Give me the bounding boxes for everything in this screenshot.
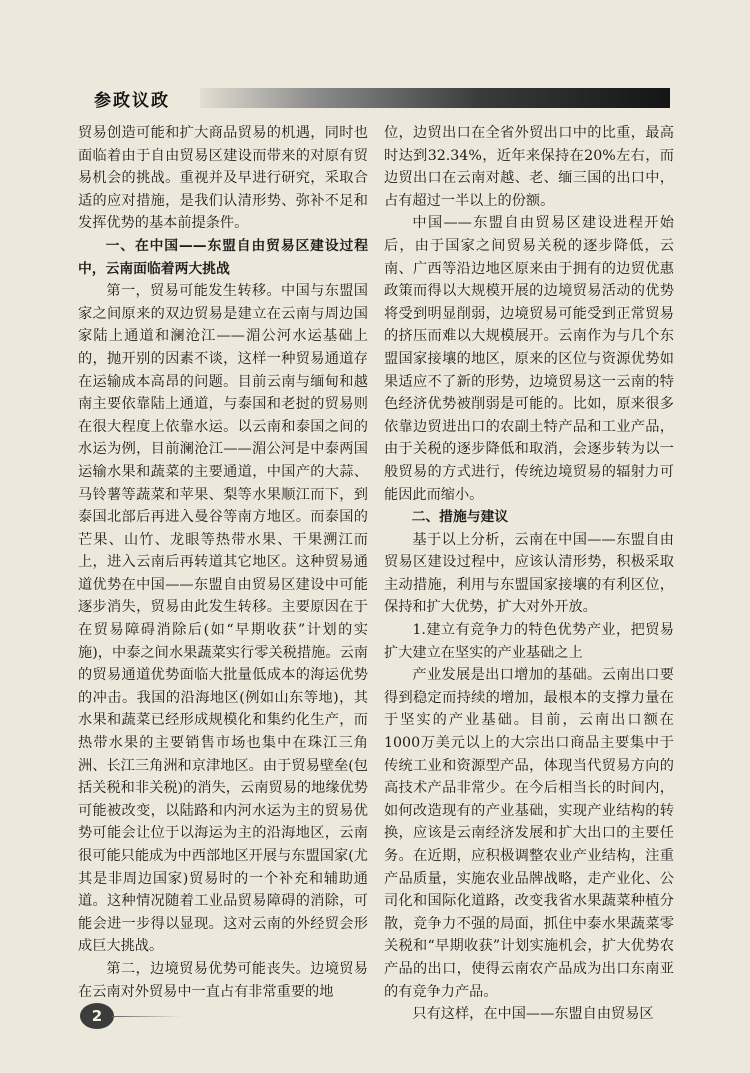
section-header-title: 参政议政 [94,91,170,111]
paragraph: 基于以上分析，云南在中国——东盟自由贸易区建设过程中，应该认清形势，积极采取主动措施，利用与东盟国家接壤的有利区位，保持和扩大优势，扩大对外开放。 [384,531,674,616]
right-column [384,122,674,1026]
paragraph: 中国——东盟自由贸易区建设进程开始后，由于国家之间贸易关税的逐步降低，云南、广西等沿边地区原来由于拥有的边贸优惠政策而得以大规模开展的边境贸易活动的优势将受到明显削弱，边境贸易可能受到正常贸易的挤压而难以大规模展开。云南作为与几个东盟国家接壤的地区，原来的区位与资源优势如果适应不了新的形势，边境贸易这一云南的特色经济优势被削弱是可能的。比如，原来很多依靠边贸进出口的农副土特产品和工业产品，由于关税的逐步降低和取消，会逐步转为以一般贸易的方式进行，传统边境贸易的辐射力可能因此而缩小。 [384,215,674,503]
header-gradient-bar [200,88,670,108]
page-number-rule [112,1016,182,1017]
section-heading: 一、在中国——东盟自由贸易区建设过程中，云南面临着两大挑战 [78,237,368,277]
paragraph: 贸易创造可能和扩大商品贸易的机遇，同时也面临着由于自由贸易区建设而带来的对原有贸易机会的挑战。重视并及早进行研究，采取合适的应对措施，是我们认清形势、弥补不足和发挥优势的基本前提条件。 [78,125,368,232]
paragraph: 产业发展是出口增加的基础。云南出口要得到稳定而持续的增加，最根本的支撑力量在于坚实的产业基础。目前，云南出口额在1000万美元以上的大宗出口商品主要集中于传统工业和资源型产品，体现当代贸易方向的高技术产品非常少。在今后相当长的时间内，如何改造现有的产业基础，实现产业结构的转换，应该是云南经济发展和扩大出口的主要任务。在近期，应积极调整农业产业结构，注重产品质量，实施农业品牌战略，走产业化、公司化和国际化道路，改变我省水果蔬菜种植分散，竞争力不强的局面，抓住中泰水果蔬菜零关税和“早期收获”计划实施机会，扩大优势农产品的出口，使得云南农产品成为出口东南亚的有竞争力产品。 [384,667,674,1000]
paragraph: 第一，贸易可能发生转移。中国与东盟国家之间原来的双边贸易是建立在云南与周边国家陆上通道和澜沧江——湄公河水运基础上的，抛开别的因素不谈，这样一种贸易通道存在运输成本高昂的问题。目前云南与缅甸和越南主要依靠陆上通道，与泰国和老挝的贸易则在很大程度上依靠水运。以云南和泰国之间的水运为例，目前澜沧江——湄公河是中泰两国运输水果和蔬菜的主要通道，中国产的大蒜、马铃薯等蔬菜和苹果、梨等水果顺江而下，到泰国北部后再进入曼谷等南方地区。而泰国的芒果、山竹、龙眼等热带水果、干果溯江而上，进入云南后再转道其它地区。这种贸易通道优势在中国——东盟自由贸易区建设中可能逐步消失，贸易由此发生转移。主要原因在于在贸易障碍消除后(如“早期收获”计划的实施)，中泰之间水果蔬菜实行零关税措施。云南的贸易通道优势面临大批量低成本的海运优势的冲击。我国的沿海地区(例如山东等地)，其水果和蔬菜已经形成规模化和集约化生产，而热带水果的主要销售市场也集中在珠江三角洲、长江三角洲和京津地区。由于贸易壁垒(包括关税和非关税)的消失，云南贸易的地缘优势可能被改变，以陆路和内河水运为主的贸易优势可能会让位于以海运为主的沿海地区，云南很可能只能成为中西部地区开展与东盟国家(尤其是非周边国家)贸易时的一个补充和辅助通道。这种情况随着工业品贸易障碍的消除，可能会进一步得以显现。这对云南的外经贸会形成巨大挑战。 [78,283,368,955]
left-column [78,122,368,1003]
paragraph: 只有这样，在中国——东盟自由贸易区 [412,1006,654,1023]
paragraph: 位，边贸出口在全省外贸出口中的比重，最高时达到32.34%，近年来保持在20%左右，而边贸出口在云南对越、老、缅三国的出口中，占有超过一半以上的份额。 [384,125,674,209]
page-number: 2 [80,1003,114,1029]
section-heading: 二、措施与建议 [411,509,509,526]
paragraph: 1.建立有竞争力的特色优势产业，把贸易扩大建立在坚实的产业基础之上 [384,622,674,661]
paragraph: 第二，边境贸易优势可能丧失。边境贸易在云南对外贸易中一直占有非常重要的地 [78,960,368,1000]
